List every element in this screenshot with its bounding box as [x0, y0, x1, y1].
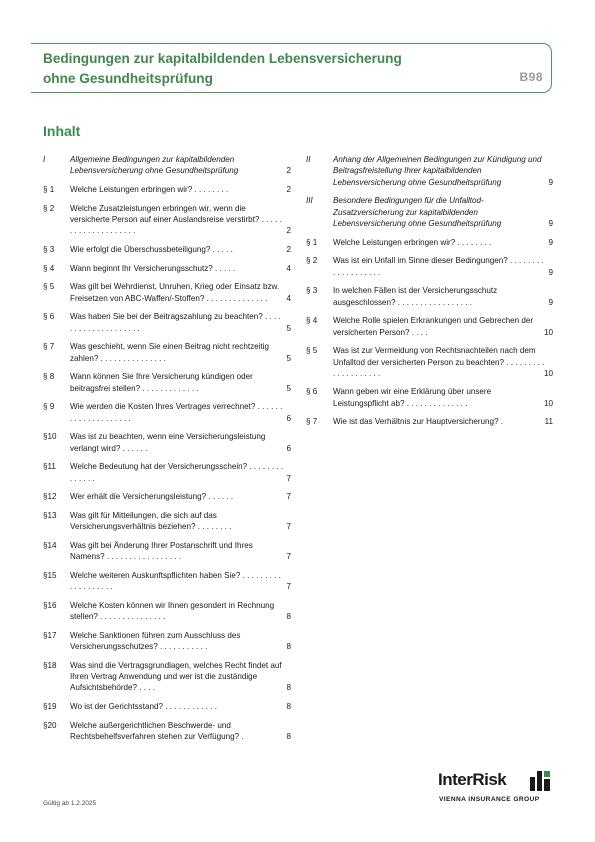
toc-entry[interactable] — [43, 461, 291, 484]
toc-entry[interactable] — [306, 345, 553, 379]
toc-entry-number: § 9 — [43, 402, 55, 412]
toc-entry-text: Welche Leistungen erbringen wir? . . . . . . . . — [70, 184, 229, 194]
toc-entry-text: In welchen Fällen ist der Versicherungsschutz ausgeschlossen? . . . . . . . . . . . . . . . . . — [333, 286, 498, 307]
toc-entry-page: 2 — [286, 184, 291, 194]
toc-entry-page: 7 — [286, 492, 291, 502]
toc-entry-page: 9 — [548, 267, 553, 277]
toc-entry-page: 4 — [286, 263, 291, 273]
toc-entry-page: 9 — [548, 218, 553, 228]
toc-entry-text: Anhang der Allgemeinen Bedingungen zur Kündigung und Beitragsfreistellung Ihrer kapitalbildenden Lebensversicherung ohne Gesundheitsprüfung — [333, 155, 542, 187]
toc-entry-page: 2 — [286, 166, 291, 176]
toc-entry-text: Was geschieht, wenn Sie einen Beitrag nicht rechtzeitig zahlen? . . . . . . . . . . . . . . . — [70, 342, 270, 363]
toc-entry[interactable] — [43, 281, 291, 304]
section-title: Inhalt — [43, 123, 81, 139]
toc-entry-text: Wo ist der Gerichtsstand? . . . . . . . . . . . . — [70, 702, 217, 712]
toc-entry-number: §19 — [43, 702, 57, 712]
toc-entry-page: 8 — [286, 702, 291, 712]
toc-entry[interactable] — [306, 255, 553, 278]
toc-entry[interactable] — [306, 154, 553, 188]
toc-entry[interactable] — [306, 386, 553, 409]
document-title — [43, 49, 483, 89]
toc-entry-page: 8 — [286, 642, 291, 652]
toc-entry-page: 2 — [286, 244, 291, 254]
toc-entry-text: Welche Bedeutung hat der Versicherungsschein? . . . . . . . . . . . . . . — [70, 462, 284, 483]
toc-entry-text: Wie erfolgt die Überschussbeteiligung? . . . . . — [70, 244, 233, 254]
toc-entry[interactable] — [43, 263, 291, 274]
toc-entry[interactable] — [43, 720, 291, 743]
toc-entry-number: § 7 — [43, 342, 55, 352]
toc-entry-text: Welche Kosten können wir Ihnen gesondert in Rechnung stellen? . . . . . . . . . . . . . . . — [70, 600, 275, 622]
toc-entry-number: § 1 — [306, 237, 318, 247]
toc-entry-number: §11 — [43, 462, 56, 472]
toc-entry-text: Allgemeine Bedingungen zur kapitalbildenden Lebensversicherung ohne Gesundheitsprüfung — [70, 155, 239, 176]
toc-entry-page: 6 — [286, 413, 291, 423]
toc-entry-page: 9 — [548, 237, 553, 247]
toc-entry-text: Was gilt für Mitteilungen, die sich auf das Versicherungsverhältnis beziehen? . . . . . . . . — [70, 510, 232, 532]
toc-entry-number: § 5 — [43, 282, 55, 292]
toc-entry-number: §20 — [43, 720, 57, 730]
toc-entry-page: 5 — [286, 353, 291, 363]
toc-entry-number: §13 — [43, 510, 57, 520]
toc-entry-text: Was gilt bei Wehrdienst, Unruhen, Krieg oder Einsatz bzw. Freisetzen von ABC-Waffen/-Stoffen? . . . . . . . . . . . . . . — [70, 282, 280, 303]
document-code: B98 — [519, 70, 543, 84]
toc-entry-text: Welche Rolle spielen Erkrankungen und Gebrechen der versicherten Person? . . . . — [333, 316, 534, 337]
toc-entry[interactable] — [43, 660, 291, 694]
toc-entry-page: 5 — [286, 383, 291, 393]
toc-entry[interactable] — [306, 237, 553, 248]
toc-entry-number: §16 — [43, 600, 57, 610]
toc-entry-number: III — [306, 196, 313, 206]
toc-entry-number: § 2 — [43, 203, 55, 213]
toc-entry-page: 7 — [286, 582, 291, 592]
toc-entry-number: § 8 — [43, 372, 55, 382]
toc-entry-number: §10 — [43, 432, 57, 442]
interrisk-logo — [438, 770, 556, 810]
toc-entry[interactable] — [43, 244, 291, 255]
toc-entry-text: Welche Sanktionen führen zum Ausschluss des Versicherungsschutzes? . . . . . . . . . . . — [70, 630, 241, 652]
toc-entry-number: § 3 — [306, 286, 318, 296]
validity-note: Gültig ab 1.2.2025 — [43, 800, 97, 807]
toc-entry-number: §17 — [43, 630, 57, 640]
toc-entry[interactable] — [43, 491, 291, 502]
toc-entry-page: 7 — [286, 473, 291, 483]
toc-entry-text: Was ist ein Unfall im Sinne dieser Bedingungen? . . . . . . . . . . . . . . . . . . . — [333, 256, 544, 277]
toc-entry-page: 8 — [286, 612, 291, 622]
toc-entry-number: § 6 — [306, 387, 318, 397]
document-title-line1: Bedingungen zur kapitalbildenden Lebensversicherung — [43, 51, 402, 66]
toc-entry[interactable] — [306, 315, 553, 338]
toc-entry-number: §18 — [43, 660, 57, 670]
toc-entry-number: §14 — [43, 540, 57, 550]
toc-entry-page: 8 — [286, 683, 291, 693]
toc-entry[interactable] — [43, 540, 291, 563]
toc-entry-text: Wann können Sie Ihre Versicherung kündigen oder beitragsfrei stellen? . . . . . . . . . . . . . — [70, 372, 253, 393]
logo-subtitle: VIENNA INSURANCE GROUP — [439, 796, 540, 803]
toc-entry-number: § 4 — [43, 263, 55, 273]
toc-entry[interactable] — [306, 416, 553, 427]
toc-entry-number: II — [306, 155, 311, 164]
toc-entry-page: 6 — [286, 443, 291, 453]
toc-entry-page: 10 — [543, 398, 553, 408]
toc-entry-text: Was sind die Vertragsgrundlagen, welches Recht findet auf Ihren Vertrag Anwendung und wer ist die zuständige Aufsichtsbehörde? . . . . — [70, 660, 282, 693]
toc-entry-text: Wer erhält die Versicherungsleistung? . . . . . . — [70, 492, 234, 502]
toc-entry-number: §15 — [43, 570, 57, 580]
logo-wordmark: InterRisk — [438, 770, 507, 789]
toc-entry-page: 10 — [543, 368, 553, 378]
toc-entry-page: 7 — [286, 522, 291, 532]
toc-entry-text: Welche Zusatzleistungen erbringen wir, wenn die versicherte Person auf einer Auslandsreise verstirbt? . . . . . . . . . . . . . . . . . . . . — [70, 203, 282, 236]
toc-entry-number: § 2 — [306, 256, 318, 266]
toc-entry-number: § 5 — [306, 346, 318, 356]
toc-entry-text: Was gilt bei Änderung Ihrer Postanschrift und Ihres Namens? . . . . . . . . . . . . . . . . . — [70, 540, 253, 562]
toc-entry-number: §12 — [43, 492, 57, 502]
toc-entry-text: Welche weiteren Auskunftspflichten haben Sie? . . . . . . . . . . . . . . . . . . . — [70, 570, 281, 592]
document-title-line2: ohne Gesundheitsprüfung — [43, 71, 213, 86]
toc-entry-number: § 4 — [306, 316, 318, 326]
toc-entry[interactable] — [43, 701, 291, 712]
toc-entry[interactable] — [43, 154, 291, 177]
toc-left-column — [43, 154, 291, 750]
toc-entry[interactable] — [43, 630, 291, 653]
toc-entry-page: 8 — [286, 732, 291, 742]
toc-entry[interactable] — [43, 184, 291, 195]
toc-entry[interactable] — [43, 431, 291, 454]
toc-entry-text: Was ist zu beachten, wenn eine Versicherungsleistung verlangt wird? . . . . . . — [70, 432, 266, 453]
toc-entry[interactable] — [43, 203, 291, 237]
toc-entry-number: § 6 — [43, 312, 55, 322]
toc-entry-page: 2 — [286, 226, 291, 236]
toc-entry[interactable] — [306, 285, 553, 308]
toc-entry-number: § 7 — [306, 417, 318, 427]
logo-mark-icon — [530, 771, 552, 791]
toc-entry-text: Welche Leistungen erbringen wir? . . . . . . . . — [333, 237, 492, 247]
toc-entry[interactable] — [43, 311, 291, 334]
toc-entry[interactable] — [43, 570, 291, 593]
toc-entry-text: Wie ist das Verhältnis zur Hauptversicherung? . — [333, 417, 504, 427]
toc-entry-text: Was haben Sie bei der Beitragszahlung zu beachten? . . . . . . . . . . . . . . . . . . . . — [70, 312, 281, 333]
toc-entry-text: Wie werden die Kosten Ihres Vertrages verrechnet? . . . . . . . . . . . . . . . . . . . . — [70, 402, 283, 423]
toc-entry-page: 4 — [286, 293, 291, 303]
toc-entry-number: § 3 — [43, 244, 55, 254]
toc-entry[interactable] — [43, 341, 291, 364]
toc-entry-page: 5 — [286, 323, 291, 333]
toc-entry-page: 10 — [543, 327, 553, 337]
toc-entry-page: 7 — [286, 552, 291, 562]
toc-entry-text: Welche außergerichtlichen Beschwerde- und Rechtsbehelfsverfahren stehen zur Verfügung? . — [70, 720, 244, 742]
toc-entry-text: Wann geben wir eine Erklärung über unsere Leistungspflicht ab? . . . . . . . . . . . . . . — [333, 387, 492, 408]
toc-entry-number: I — [43, 155, 46, 164]
toc-entry-number: § 1 — [43, 184, 55, 194]
toc-entry-page: 11 — [544, 417, 553, 427]
toc-right-column — [306, 154, 553, 435]
toc-entry-page: 9 — [548, 177, 553, 187]
toc-entry-text: Was ist zur Vermeidung von Rechtsnachteilen nach dem Unfalltod der versicherten Person zu beachten? . . . . . . . . . . . . . . . . . . . . — [333, 346, 545, 378]
toc-entry[interactable] — [43, 510, 291, 533]
toc-entry-text: Besondere Bedingungen für die Unfalltod-Zusatzversicherung zur kapitalbildenden Lebensversicherung ohne Gesundheitsprüfung — [333, 196, 502, 228]
toc-entry[interactable] — [43, 401, 291, 424]
toc-entry[interactable] — [43, 600, 291, 623]
toc-entry-text: Wann beginnt Ihr Versicherungsschutz? . . . . . — [70, 263, 236, 273]
toc-entry[interactable] — [43, 371, 291, 394]
toc-entry[interactable] — [306, 195, 553, 229]
toc-entry-page: 9 — [548, 297, 553, 307]
